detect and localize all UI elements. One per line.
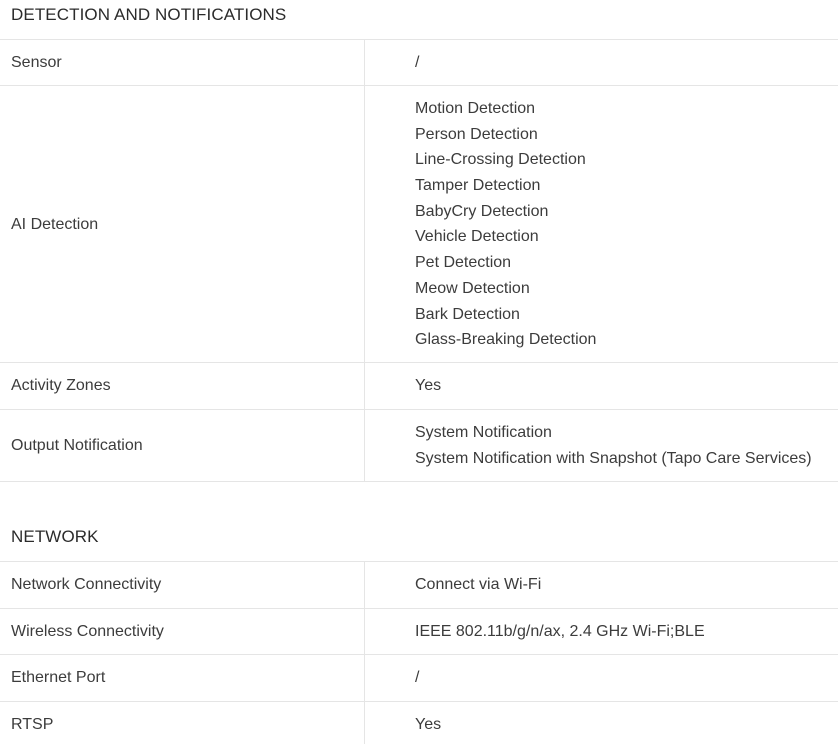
spec-value-network-connectivity: Connect via Wi-Fi bbox=[415, 576, 542, 593]
row-divider bbox=[0, 409, 838, 410]
row-divider bbox=[0, 85, 838, 86]
list-item: Person Detection bbox=[415, 125, 538, 143]
spec-value-ai-detection-list bbox=[415, 96, 596, 353]
column-divider bbox=[364, 609, 365, 654]
row-divider bbox=[0, 561, 838, 562]
column-divider bbox=[364, 40, 365, 85]
spec-label-activity-zones: Activity Zones bbox=[11, 377, 111, 394]
spec-label-sensor: Sensor bbox=[11, 54, 62, 71]
row-divider bbox=[0, 481, 838, 482]
list-item: Glass-Breaking Detection bbox=[415, 331, 597, 349]
spec-value-wireless-connectivity: IEEE 802.11b/g/n/ax, 2.4 GHz Wi-Fi;BLE bbox=[415, 623, 705, 640]
section-title-detection: DETECTION AND NOTIFICATIONS bbox=[11, 5, 287, 24]
list-item: Bark Detection bbox=[415, 305, 520, 323]
section-title-network: NETWORK bbox=[11, 527, 99, 546]
list-item: System Notification with Snapshot (Tapo Care Services) bbox=[415, 449, 812, 467]
list-item: Line-Crossing Detection bbox=[415, 151, 586, 169]
spec-value-sensor: / bbox=[415, 54, 420, 71]
column-divider bbox=[364, 562, 365, 608]
column-divider bbox=[364, 86, 365, 362]
row-divider bbox=[0, 654, 838, 655]
spec-label-wireless-connectivity: Wireless Connectivity bbox=[11, 623, 164, 640]
column-divider bbox=[364, 363, 365, 409]
spec-value-activity-zones: Yes bbox=[415, 377, 442, 394]
spec-value-output-notification-list bbox=[415, 420, 812, 471]
column-divider bbox=[364, 410, 365, 481]
list-item: BabyCry Detection bbox=[415, 202, 549, 220]
row-divider bbox=[0, 362, 838, 363]
list-item: Motion Detection bbox=[415, 100, 536, 117]
list-item: Meow Detection bbox=[415, 279, 530, 297]
list-item: Pet Detection bbox=[415, 254, 512, 272]
spec-value-ethernet-port: / bbox=[415, 669, 420, 686]
column-divider bbox=[364, 655, 365, 701]
spec-label-output-notification: Output Notification bbox=[11, 437, 143, 454]
spec-label-rtsp: RTSP bbox=[11, 716, 54, 733]
list-item: Vehicle Detection bbox=[415, 228, 539, 246]
column-divider bbox=[364, 702, 365, 744]
list-item: System Notification bbox=[415, 424, 552, 441]
row-divider bbox=[0, 701, 838, 702]
spec-label-network-connectivity: Network Connectivity bbox=[11, 576, 162, 593]
list-item: Tamper Detection bbox=[415, 177, 541, 195]
row-divider bbox=[0, 608, 838, 609]
row-divider bbox=[0, 39, 838, 40]
spec-label-ethernet-port: Ethernet Port bbox=[11, 669, 106, 686]
spec-value-rtsp: Yes bbox=[415, 716, 442, 733]
spec-label-ai-detection: AI Detection bbox=[11, 216, 99, 233]
